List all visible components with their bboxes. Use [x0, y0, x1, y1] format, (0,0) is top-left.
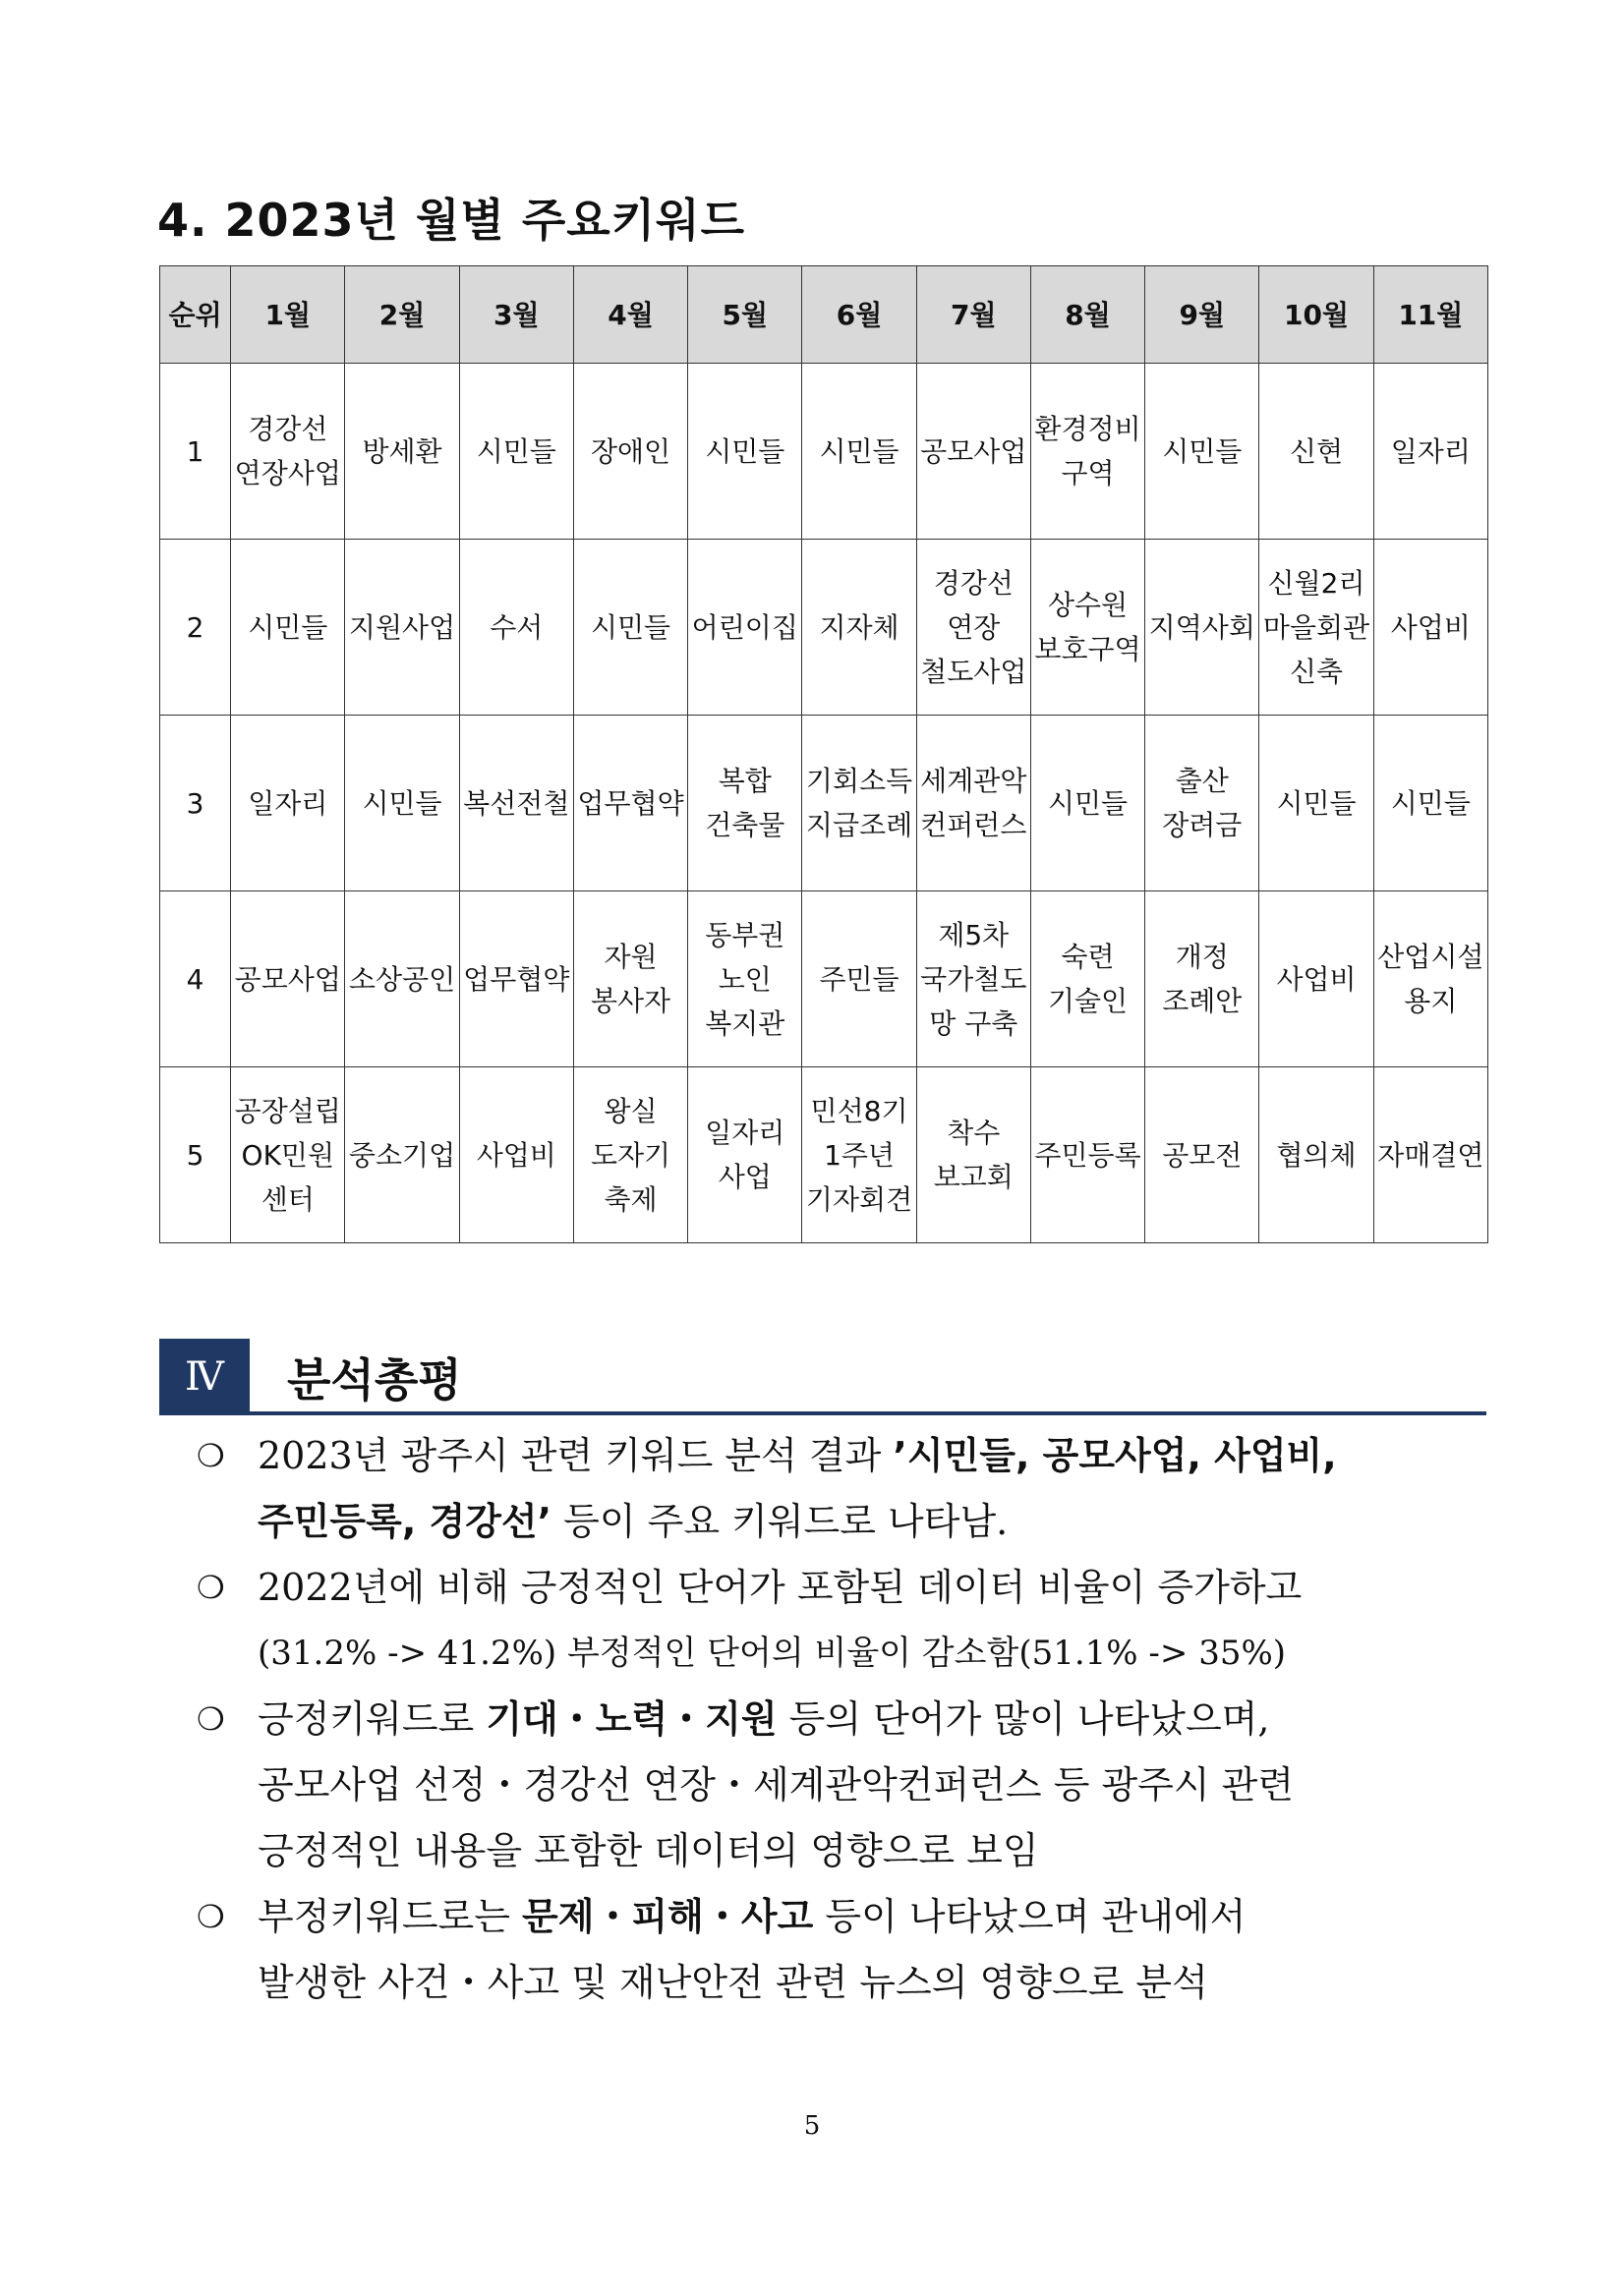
keyword-cell: 출산 장려금	[1145, 716, 1259, 891]
text: 등이 주요 키워드로 나타남.	[551, 1500, 1009, 1543]
keyword-cell: 시민들	[688, 364, 802, 540]
bullet-line: 2022년에 비해 긍정적인 단어가 포함된 데이터 비율이 증가하고	[258, 1566, 1303, 1609]
table-row	[160, 540, 1488, 716]
keyword-cell: 주민등록	[1030, 1067, 1144, 1243]
header-month: 1월	[231, 266, 345, 364]
keyword-cell: 방세환	[345, 364, 459, 540]
keyword-cell: 중소기업	[345, 1067, 459, 1243]
keyword-cell: 일자리 사업	[688, 1067, 802, 1243]
keyword-cell: 환경정비 구역	[1030, 364, 1144, 540]
rank-cell: 1	[160, 364, 231, 540]
header-month: 6월	[802, 266, 916, 364]
keyword-cell: 지자체	[802, 540, 916, 716]
header-rank: 순위	[160, 266, 231, 364]
keyword-cell: 숙련 기술인	[1030, 891, 1144, 1067]
roman-numeral-badge: Ⅳ	[159, 1339, 250, 1415]
keyword-cell: 일자리	[1373, 364, 1487, 540]
table-row	[160, 364, 1488, 540]
rank-cell: 3	[160, 716, 231, 891]
header-month: 4월	[573, 266, 687, 364]
keyword-cell: 공장설립 OK민원 센터	[231, 1067, 345, 1243]
text: 등의 단어가 많이 나타났으며,	[777, 1697, 1270, 1741]
keyword-cell: 시민들	[1259, 716, 1373, 891]
keyword-cell: 시민들	[573, 540, 687, 716]
keyword-cell: 장애인	[573, 364, 687, 540]
header-month: 2월	[345, 266, 459, 364]
bullet-line: 공모사업 선정・경강선 연장・세계관악컨퍼런스 등 광주시 관련	[258, 1763, 1295, 1807]
keyword-cell: 세계관악 컨퍼런스	[916, 716, 1030, 891]
keyword-cell: 경강선 연장 철도사업	[916, 540, 1030, 716]
keyword-cell: 왕실 도자기 축제	[573, 1067, 687, 1243]
keyword-cell: 신월2리 마을회관 신축	[1259, 540, 1373, 716]
header-month: 5월	[688, 266, 802, 364]
keyword-cell: 자매결연	[1373, 1067, 1487, 1243]
summary-bullets	[197, 1423, 1486, 2016]
keyword-cell: 시민들	[1373, 716, 1487, 891]
bullet-item	[197, 1884, 1486, 2016]
monthly-keyword-table	[159, 265, 1488, 1243]
bullet-line	[258, 1489, 1486, 1555]
keyword-cell: 시민들	[459, 364, 573, 540]
keyword-cell: 어린이집	[688, 540, 802, 716]
bullet-line	[258, 1423, 1486, 1489]
keyword-cell: 업무협약	[459, 891, 573, 1067]
keyword-cell: 경강선 연장사업	[231, 364, 345, 540]
header-month: 7월	[916, 266, 1030, 364]
keyword-cell: 지역사회	[1145, 540, 1259, 716]
summary-header	[159, 1339, 1486, 1415]
bullet-line	[258, 1884, 1486, 1950]
keyword-cell: 신현	[1259, 364, 1373, 540]
keyword-cell: 주민들	[802, 891, 916, 1067]
keyword-cell: 협의체	[1259, 1067, 1373, 1243]
keyword-cell: 공모사업	[916, 364, 1030, 540]
text: 2023년 광주시 관련 키워드 분석 결과	[258, 1434, 894, 1477]
keyword-cell: 자원 봉사자	[573, 891, 687, 1067]
rank-cell: 5	[160, 1067, 231, 1243]
keyword-cell: 제5차 국가철도 망 구축	[916, 891, 1030, 1067]
header-underline	[250, 1411, 1486, 1415]
circle-bullet-icon: ❍	[197, 1437, 225, 1474]
bullet-line	[258, 1687, 1486, 1752]
header-month: 3월	[459, 266, 573, 364]
rank-cell: 4	[160, 891, 231, 1067]
keyword-cell: 복합 건축물	[688, 716, 802, 891]
circle-bullet-icon: ❍	[197, 1700, 225, 1738]
section-title: 4. 2023년 월별 주요키워드	[157, 194, 746, 247]
bold-keywords: 주민등록, 경강선’	[258, 1500, 552, 1543]
bullet-line: 발생한 사건・사고 및 재난안전 관련 뉴스의 영향으로 분석	[258, 1961, 1208, 2004]
header-month: 10월	[1259, 266, 1373, 364]
rank-cell: 2	[160, 540, 231, 716]
bullet-line: (31.2% -> 41.2%) 부정적인 단어의 비율이 감소함(51.1% -> 35%)	[258, 1634, 1287, 1673]
keyword-cell: 사업비	[1373, 540, 1487, 716]
keyword-cell: 산업시설 용지	[1373, 891, 1487, 1067]
keyword-cell: 상수원 보호구역	[1030, 540, 1144, 716]
keyword-cell: 공모전	[1145, 1067, 1259, 1243]
bullet-item	[197, 1687, 1486, 1884]
keyword-cell: 수서	[459, 540, 573, 716]
bullet-item	[197, 1555, 1486, 1687]
keyword-cell: 기회소득 지급조례	[802, 716, 916, 891]
circle-bullet-icon: ❍	[197, 1898, 225, 1935]
keyword-cell: 민선8기 1주년 기자회견	[802, 1067, 916, 1243]
bold-keywords: ’시민들, 공모사업, 사업비,	[893, 1434, 1337, 1477]
keyword-cell: 사업비	[1259, 891, 1373, 1067]
text: 부정키워드로는	[258, 1895, 523, 1938]
page-number: 5	[803, 2111, 821, 2141]
keyword-cell: 업무협약	[573, 716, 687, 891]
keyword-cell: 시민들	[802, 364, 916, 540]
header-month: 8월	[1030, 266, 1144, 364]
keyword-cell: 지원사업	[345, 540, 459, 716]
header-month: 11월	[1373, 266, 1487, 364]
circle-bullet-icon: ❍	[197, 1569, 225, 1606]
bullet-line: 긍정적인 내용을 포함한 데이터의 영향으로 보임	[258, 1829, 1039, 1872]
table-row	[160, 891, 1488, 1067]
keyword-cell: 착수 보고회	[916, 1067, 1030, 1243]
text: 등이 나타났으며 관내에서	[813, 1895, 1247, 1938]
keyword-cell: 동부권 노인 복지관	[688, 891, 802, 1067]
keyword-cell: 공모사업	[231, 891, 345, 1067]
bold-keywords: 기대・노력・지원	[486, 1697, 778, 1741]
keyword-cell: 복선전철	[459, 716, 573, 891]
keyword-cell: 개정 조례안	[1145, 891, 1259, 1067]
keyword-cell: 시민들	[1030, 716, 1144, 891]
keyword-cell: 일자리	[231, 716, 345, 891]
keyword-cell: 소상공인	[345, 891, 459, 1067]
table-header-row	[160, 266, 1488, 364]
summary-title: 분석총평	[287, 1353, 462, 1406]
table-row	[160, 1067, 1488, 1243]
keyword-cell: 시민들	[231, 540, 345, 716]
keyword-cell: 시민들	[345, 716, 459, 891]
keyword-cell: 사업비	[459, 1067, 573, 1243]
keyword-cell: 시민들	[1145, 364, 1259, 540]
table-row	[160, 716, 1488, 891]
bold-keywords: 문제・피해・사고	[522, 1895, 814, 1938]
header-month: 9월	[1145, 266, 1259, 364]
bullet-item	[197, 1423, 1486, 1555]
text: 긍정키워드로	[258, 1697, 487, 1741]
